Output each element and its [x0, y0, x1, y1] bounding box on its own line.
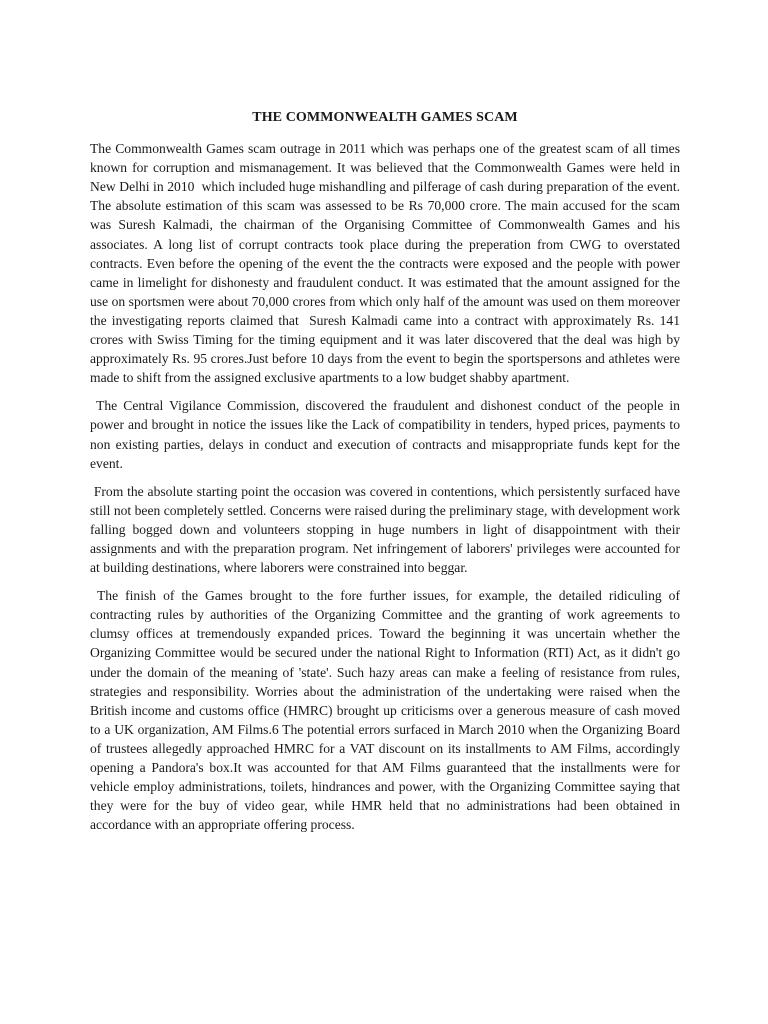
paragraph-4: The finish of the Games brought to the fore further issues, for example, the detailed ridiculing of contracting rules by authorities of the Organizing Committee and the granting of work agreements to clumsy offices at tremendously expanded prices. Toward the beginning it was uncertain whether the Organizing Committee would be secured under the national Right to Information (RTI) Act, as it didn't go under the domain of the meaning of 'state'. Such hazy areas can make a feeling of resistance from rules, strategies and responsibility. Worries about the administration of the undertaking were raised when the British income and customs office (HMRC) brought up criticisms over a generous measure of cash moved to a UK organization, AM Films.6 The potential errors surfaced in March 2010 when the Organizing Board of trustees allegedly approached HMRC for a VAT discount on its installments to AM Films, accordingly opening a Pandora's box.It was accounted for that AM Films guaranteed that the installments were for vehicle employ administrations, toilets, hindrances and power, with the Organizing Committee saying that they were for the buy of video gear, while HMR held that no administrations had been obtained in accordance with an appropriate offering process. [90, 588, 684, 833]
document-title: THE COMMONWEALTH GAMES SCAM [252, 110, 518, 125]
paragraph-3: From the absolute starting point the occasion was covered in contentions, which persistently surfaced have still not been completely settled. Concerns were raised during the preliminary stage, with development work falling bogged down and volunteers stopping in huge numbers in light of disappointment with their assignments and with the preparation program. Net infringement of laborers' privileges were accounted for at building destinations, where laborers were constrained into beggar. [90, 483, 684, 576]
paragraph-1: The Commonwealth Games scam outrage in 2011 which was perhaps one of the greatest scam of all times known for corruption and mismanagement. It was believed that the Commonwealth Games were held in New Delhi in 2010 which included huge mishandling and pilferage of cash during preparation of the event. The absolute estimation of this scam was assessed to be Rs 70,000 crore. The main accused for the scam was Suresh Kalmadi, the chairman of the Organising Committee of Commonwealth Games and his associates. A long list of corrupt contracts took place during the preperation from CWG to overstated contracts. Even before the opening of the event the the contracts were exposed and the people with power came in limelight for dishonesty and fraudulent conduct. It was estimated that the amount assigned for the use on sportsmen were about 70,000 crores from which only half of the amount was used on them moreover the investigating reports claimed that Suresh Kalmadi came into a contract with approximately Rs. 141 crores with Swiss Timing for the timing equipment and it was later discovered that the deal was high by approximately Rs. 95 crores.Just before 10 days from the event to begin the sportspersons and athletes were made to shift from the assigned exclusive apartments to a low budget shabby apartment. [90, 141, 684, 386]
paragraph-2: The Central Vigilance Commission, discovered the fraudulent and dishonest conduct of the people in power and brought in notice the issues like the Lack of compatibility in tenders, hyped prices, payments to non existing parties, delays in conduct and execution of contracts and misappropriate funds kept for the event. [90, 398, 684, 471]
document-body [90, 108, 684, 843]
